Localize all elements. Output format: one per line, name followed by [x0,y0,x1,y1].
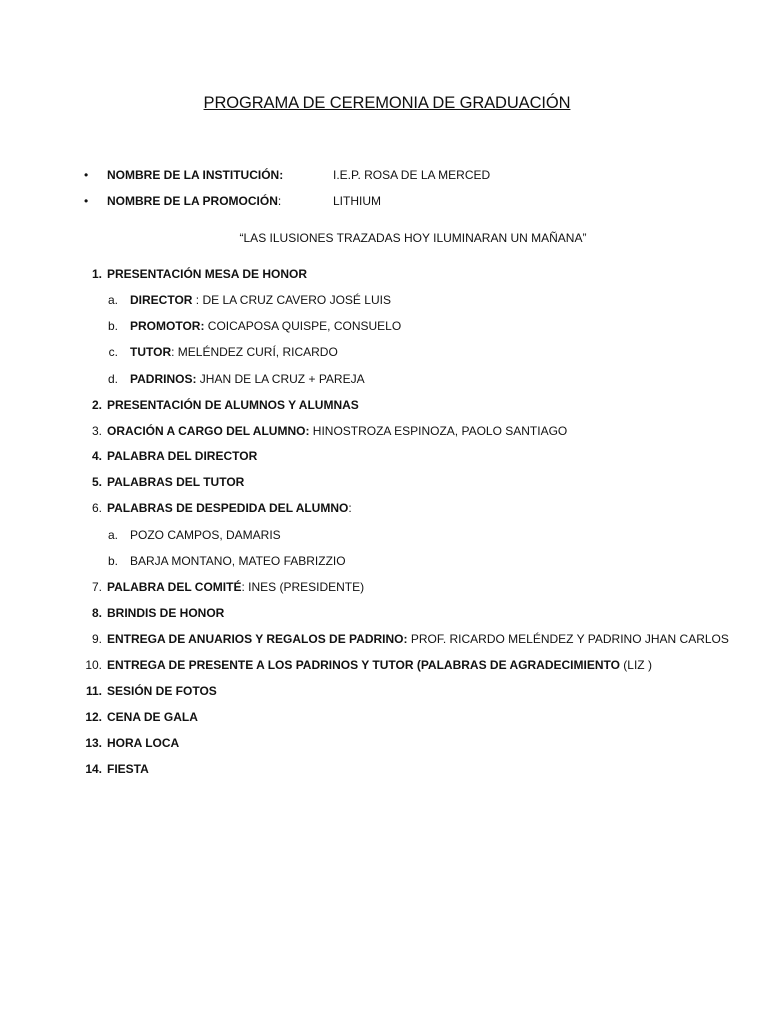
subitem-text: DIRECTOR : DE LA CRUZ CAVERO JOSÉ LUIS [130,293,391,307]
program-item [0,734,768,752]
item-number: 11. [85,684,102,698]
info-label: NOMBRE DE LA PROMOCIÓN: [107,194,282,208]
info-row-promotion [0,192,768,210]
program-item [0,396,768,414]
subitem-letter: c. [108,345,118,359]
item-text: ENTREGA DE PRESENTE A LOS PADRINOS Y TUTOR (PALABRAS DE AGRADECIMIENTO (LIZ ) [107,658,652,672]
item-number: 7. [91,580,102,594]
item-text: SESIÓN DE FOTOS [107,684,217,698]
item-text: HORA LOCA [107,736,180,750]
subitem-letter: d. [107,372,118,386]
item-number: 5. [91,475,102,489]
program-item [0,630,768,648]
item-number: 1. [91,267,102,281]
item-text: ENTREGA DE ANUARIOS Y REGALOS DE PADRINO: PROF. RICARDO MELÉNDEZ Y PADRINO JHAN CARLOS [107,632,729,646]
item-number: 3. [91,424,102,438]
item-number: 4. [91,449,102,463]
item-text: ORACIÓN A CARGO DEL ALUMNO: HINOSTROZA ESPINOZA, PAOLO SANTIAGO [107,424,568,438]
subitem-text: POZO CAMPOS, DAMARIS [130,528,281,542]
program-subitem [0,552,768,570]
program-item [0,682,768,700]
subitem-letter: a. [107,293,118,307]
program-item [0,760,768,778]
subitem-letter: a. [107,528,118,542]
page-title: PROGRAMA DE CEREMONIA DE GRADUACIÓN [203,94,571,112]
program-subitem [0,343,768,361]
subitem-text: PROMOTOR: COICAPOSA QUISPE, CONSUELO [130,319,402,333]
item-number: 13. [85,736,102,750]
item-text: PRESENTACIÓN DE ALUMNOS Y ALUMNAS [107,398,359,412]
item-number: 8. [91,606,102,620]
info-value: I.E.P. ROSA DE LA MERCED [333,168,491,182]
program-item [0,656,768,674]
program-item [0,499,768,517]
bullet-icon: • [84,194,89,208]
subitem-text: BARJA MONTANO, MATEO FABRIZZIO [130,554,346,568]
item-number: 9. [91,632,102,646]
item-text: PRESENTACIÓN MESA DE HONOR [107,267,308,281]
program-item [0,447,768,465]
info-label: NOMBRE DE LA INSTITUCIÓN: [107,168,284,182]
subitem-text: PADRINOS: JHAN DE LA CRUZ + PAREJA [130,372,365,386]
subitem-letter: b. [107,319,118,333]
program-subitem [0,291,768,309]
info-value: LITHIUM [333,194,381,208]
motto-text: “LAS ILUSIONES TRAZADAS HOY ILUMINARAN UN MAÑANA” [239,231,587,245]
program-subitem [0,317,768,335]
item-number: 2. [91,398,102,412]
info-row-institution [0,166,768,184]
program-subitem [0,526,768,544]
item-text: BRINDIS DE HONOR [107,606,225,620]
item-text: PALABRAS DE DESPEDIDA DEL ALUMNO: [107,501,352,515]
item-text: PALABRA DEL DIRECTOR [107,449,258,463]
subitem-text: TUTOR: MELÉNDEZ CURÍ, RICARDO [130,345,338,359]
program-item [0,708,768,726]
program-item [0,422,768,440]
item-number: 12. [85,710,102,724]
item-number: 10. [85,658,102,672]
program-item [0,473,768,491]
item-text: FIESTA [107,762,149,776]
program-item [0,578,768,596]
item-text: CENA DE GALA [107,710,198,724]
program-item [0,265,768,283]
item-text: PALABRAS DEL TUTOR [107,475,245,489]
item-number: 6. [91,501,102,515]
bullet-icon: • [84,168,89,182]
item-text: PALABRA DEL COMITÉ: INES (PRESIDENTE) [107,580,365,594]
subitem-letter: b. [107,554,118,568]
item-number: 14. [85,762,102,776]
program-subitem [0,370,768,388]
program-item [0,604,768,622]
